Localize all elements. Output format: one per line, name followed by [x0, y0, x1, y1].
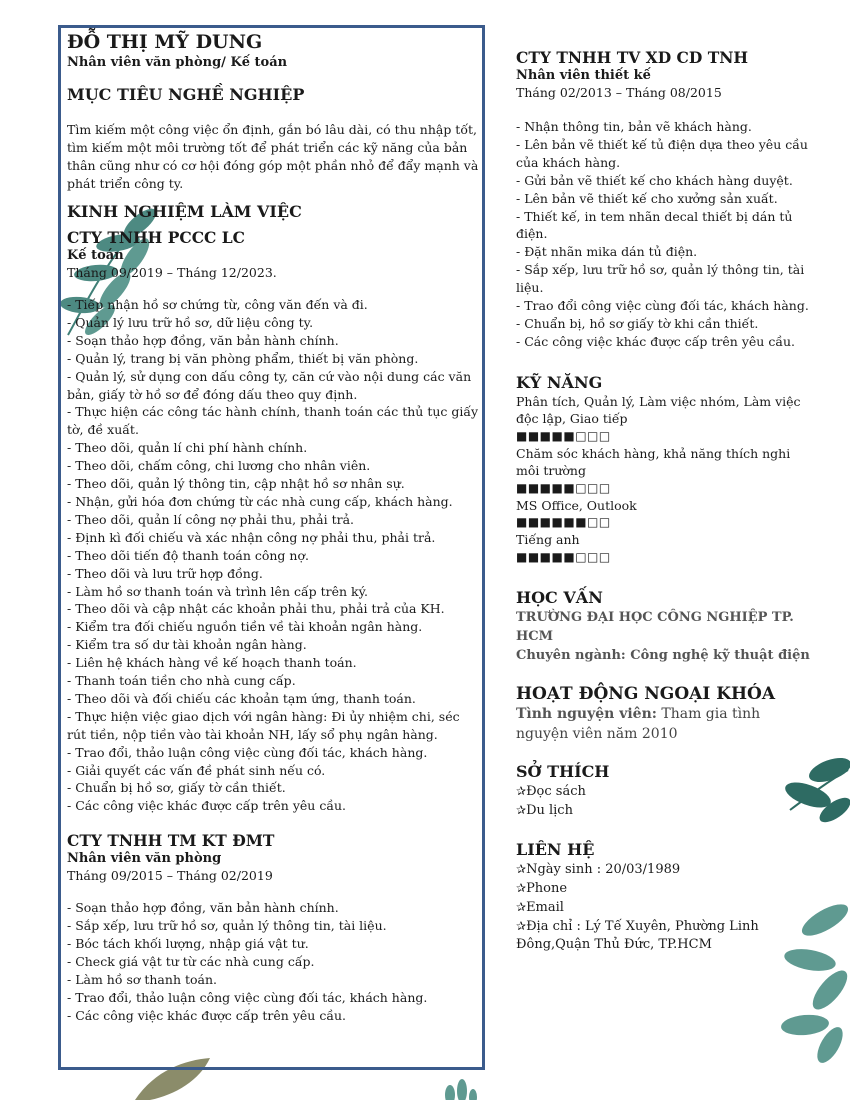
hobby-item [516, 782, 816, 801]
hobby-item [516, 801, 816, 820]
contact-item [516, 860, 816, 879]
star-icon: ✰ [516, 880, 527, 895]
job-entry [67, 228, 479, 815]
activities-role: Tình nguyện viên: [516, 705, 657, 722]
contact-item [516, 879, 816, 898]
company-name: CTY TNHH TM KT ĐMT [67, 831, 275, 851]
duty-item: - Quản lý, trang bị văn phòng phẩm, thiết bị văn phòng. [67, 350, 419, 366]
right-column [516, 48, 816, 954]
duty-item: - Quản lý lưu trữ hồ sơ, dữ liệu công ty. [67, 314, 314, 330]
company-name: CTY TNHH PCCC LC [67, 228, 246, 247]
duty-item: - Soạn thảo hợp đồng, văn bản hành chính. [67, 900, 339, 916]
duty-item: - Check giá vật tư từ các nhà cung cấp. [67, 954, 315, 969]
activities-text [516, 704, 816, 744]
duty-item: - Tiếp nhận hồ sơ chứng từ, công văn đến và đi. [67, 297, 368, 312]
activities-description: Tham gia tình nguyện viên năm 2010 [516, 705, 761, 742]
duty-item: - Các công việc khác được cấp trên yêu cầu. [67, 798, 346, 814]
duty-item: - Nhận thông tin, bản vẽ khách hàng. [516, 119, 752, 134]
duty-item: - Đặt nhãn mika dán tủ điện. [516, 244, 698, 260]
activities-heading: HOẠT ĐỘNG NGOẠI KHÓA [516, 683, 776, 704]
duty-item: - Lên bản vẽ thiết kế tủ điện dựa theo yêu cầu của khách hàng. [516, 136, 808, 170]
star-icon: ✰ [516, 861, 527, 876]
skill-rating: ■■■■■□□□ [516, 480, 611, 495]
skill-rating: ■■■■■■□□ [516, 515, 611, 530]
duty-item: - Thực hiện các công tác hành chính, thanh toán các thủ tục giấy tờ, đề xuất. [67, 404, 479, 438]
education-heading: HỌC VẤN [516, 587, 603, 607]
experience-heading: KINH NGHIỆM LÀM VIỆC [67, 202, 302, 221]
job-role: Kế toán [67, 248, 124, 263]
objective-text: Tìm kiếm một công việc ổn định, gắn bó lâu dài, có thu nhập tốt, tìm kiếm một môi trường tốt để phát triển các kỹ năng của bản thân cũng như có cơ hội đóng góp một phần nhỏ để đẩy mạnh và phát triển công ty. [67, 122, 479, 191]
duty-item: - Trao đổi, thảo luận công việc cùng đối tác, khách hàng. [67, 744, 428, 760]
job-period: Tháng 09/2019 – Tháng 12/2023. [67, 265, 277, 280]
duty-item: - Theo dõi và cập nhật các khoản phải thu, phải trả của KH. [67, 601, 445, 617]
contact-heading: LIÊN HỆ [516, 839, 595, 859]
job-role: Nhân viên thiết kế [516, 68, 651, 83]
duty-item: - Theo dõi, quản lí chi phí hành chính. [67, 440, 308, 456]
duty-item: - Nhận, gửi hóa đơn chứng từ các nhà cung cấp, khách hàng. [67, 493, 453, 509]
company-name: CTY TNHH TV XD CD TNH [516, 48, 749, 67]
duty-item: - Lên bản vẽ thiết kế cho xưởng sản xuất. [516, 190, 778, 206]
duty-item: - Theo dõi và đối chiếu các khoản tạm ứng, thanh toán. [67, 690, 416, 706]
duty-item: - Trao đổi, thảo luận công việc cùng đối tác, khách hàng. [67, 989, 428, 1005]
duty-item: - Kiểm tra đối chiếu nguồn tiền về tài khoản ngân hàng. [67, 619, 423, 635]
duty-item: - Các công việc khác được cấp trên yêu cầu. [516, 333, 795, 349]
contact-list [516, 860, 816, 954]
duty-item: - Theo dõi, quản lý thông tin, cập nhật hồ sơ nhân sự. [67, 476, 405, 492]
skills-heading: KỸ NĂNG [516, 372, 603, 392]
duty-item: - Theo dõi tiến độ thanh toán công nợ. [67, 547, 309, 563]
skill-rating: ■■■■■□□□ [516, 428, 611, 443]
job-duties [67, 296, 479, 815]
skill-name: Chăm sóc khách hàng, khả năng thích nghi môi trường [516, 445, 791, 479]
skill-name: Tiếng anh [516, 532, 580, 548]
duty-item: - Bóc tách khối lượng, nhập giá vật tư. [67, 936, 309, 952]
duty-item: - Quản lý, sử dụng con dấu công ty, căn cứ vào nội dung các văn bản, giấy tờ hồ sơ để đóng dấu theo quy định. [67, 368, 472, 402]
duty-item: - Các công việc khác được cấp trên yêu cầu. [67, 1007, 346, 1023]
duty-item: - Định kì đối chiếu và xác nhận công nợ phải thu, phải trả. [67, 529, 436, 545]
candidate-title: Nhân viên văn phòng/ Kế toán [67, 55, 288, 70]
star-icon: ✰ [516, 783, 527, 798]
leaf-decoration-bottom-center [440, 1075, 480, 1100]
star-icon: ✰ [516, 918, 527, 933]
contact-item [516, 917, 816, 954]
hobbies-heading: SỞ THÍCH [516, 761, 610, 781]
contact-value: Ngày sinh : 20/03/1989 [526, 861, 681, 877]
duty-item: - Gửi bản vẽ thiết kế cho khách hàng duyệt. [516, 172, 793, 188]
contact-value: Địa chỉ : Lý Tế Xuyên, Phường Linh Đông,Quận Thủ Đức, TP.HCM [516, 918, 759, 952]
duty-item: - Sắp xếp, lưu trữ hồ sơ, quản lý thông tin, tài liệu. [516, 262, 805, 296]
skill-name: Phân tích, Quản lý, Làm việc nhóm, Làm việc độc lập, Giao tiếp [516, 393, 801, 427]
skills-list [516, 393, 816, 566]
duty-item: - Thực hiện việc giao dịch với ngân hàng: Đi ủy nhiệm chi, séc rút tiền, nộp tiền vào tài khoản NH, lấy sổ phụ ngân hàng. [67, 708, 460, 742]
job-duties [516, 118, 816, 351]
hobbies-list [516, 782, 816, 820]
duty-item: - Soạn thảo hợp đồng, văn bản hành chính. [67, 332, 339, 348]
job-entry [516, 48, 816, 351]
duty-item: - Làm hồ sơ thanh toán và trình lên cấp trên ký. [67, 583, 368, 599]
duty-item: - Theo dõi, chấm công, chi lương cho nhân viên. [67, 458, 371, 474]
education-major: Chuyên ngành: Công nghệ kỹ thuật điện [516, 647, 810, 663]
education-school: TRƯỜNG ĐẠI HỌC CÔNG NGHIỆP TP. HCM [516, 609, 794, 644]
duty-item: - Thiết kế, in tem nhãn decal thiết bị dán tủ điện. [516, 208, 793, 242]
hobby-label: Du lịch [526, 802, 573, 818]
left-column [67, 30, 479, 1025]
candidate-name: ĐỖ THỊ MỸ DUNG [67, 31, 263, 53]
duty-item: - Làm hồ sơ thanh toán. [67, 971, 217, 987]
contact-value: Email [526, 899, 564, 915]
duty-item: - Theo dõi và lưu trữ hợp đồng. [67, 565, 263, 581]
duty-item: - Trao đổi công việc cùng đối tác, khách hàng. [516, 298, 809, 314]
duty-item: - Theo dõi, quản lí công nợ phải thu, phải trả. [67, 511, 354, 527]
objective-heading: MỤC TIÊU NGHỀ NGHIỆP [67, 85, 305, 104]
job-period: Tháng 02/2013 – Tháng 08/2015 [516, 85, 722, 100]
job-duties [67, 899, 479, 1024]
hobby-label: Đọc sách [526, 783, 586, 799]
skill-rating: ■■■■■□□□ [516, 549, 611, 564]
duty-item: - Giải quyết các vấn đề phát sinh nếu có. [67, 762, 326, 778]
duty-item: - Kiểm tra số dư tài khoản ngân hàng. [67, 637, 307, 653]
contact-value: Phone [526, 880, 568, 896]
duty-item: - Thanh toán tiền cho nhà cung cấp. [67, 673, 296, 689]
duty-item: - Chuẩn bị, hồ sơ giấy tờ khi cần thiết. [516, 315, 759, 331]
duty-item: - Liên hệ khách hàng về kế hoạch thanh toán. [67, 655, 357, 671]
duty-item: - Sắp xếp, lưu trữ hồ sơ, quản lý thông tin, tài liệu. [67, 918, 387, 934]
job-role: Nhân viên văn phòng [67, 851, 222, 867]
skill-name: MS Office, Outlook [516, 497, 637, 513]
job-entry [67, 831, 479, 1024]
contact-item [516, 898, 816, 917]
duty-item: - Chuẩn bị hồ sơ, giấy tờ cần thiết. [67, 780, 286, 796]
star-icon: ✰ [516, 802, 527, 817]
job-period: Tháng 09/2015 – Tháng 02/2019 [67, 868, 273, 884]
star-icon: ✰ [516, 899, 527, 914]
